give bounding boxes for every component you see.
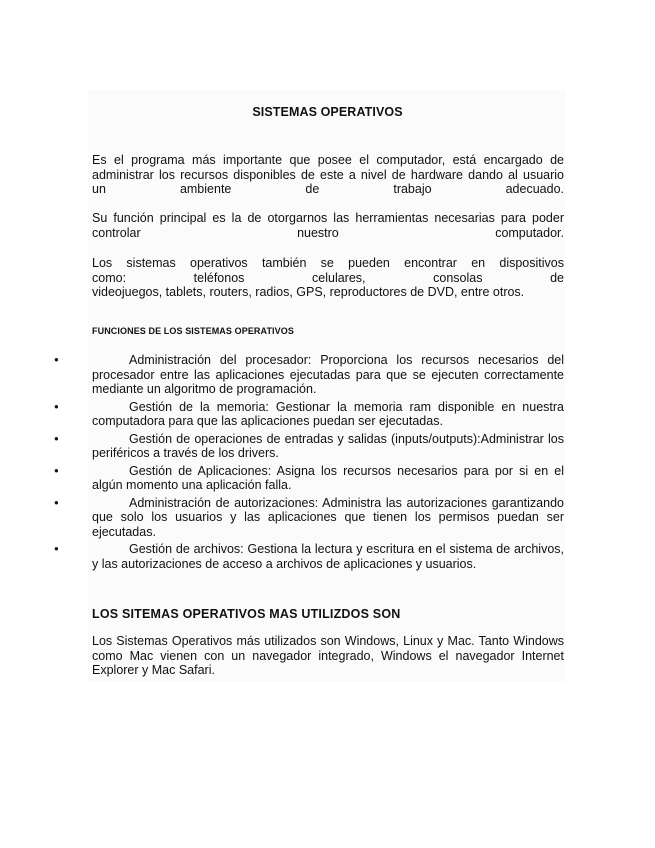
list-item [54, 399, 564, 429]
list-item-text: Gestión de operaciones de entradas y salidas (inputs/outputs):Administrar los periféricos a través de los drivers. [92, 431, 564, 460]
list-item [54, 353, 564, 397]
devices-paragraph-line-2: como: teléfonos celulares, consolas de [92, 270, 564, 285]
devices-paragraph-line-1: Los sistemas operativos también se pueden encontrar en dispositivos [92, 256, 564, 270]
list-item-text: Gestión de la memoria: Gestionar la memoria ram disponible en nuestra computadora para que las aplicaciones puedan ser ejecutadas. [92, 399, 564, 428]
list-item [54, 463, 564, 493]
most-used-heading: LOS SITEMAS OPERATIVOS MAS UTILIZDOS SON [92, 607, 401, 621]
list-item [54, 431, 564, 461]
list-item-text: Administración del procesador: Proporciona los recursos necesarios del procesador entre las aplicaciones ejecutadas para que se ejecuten correctamente mediante un algoritmo de programación. [92, 353, 564, 396]
list-item-text: Gestión de Aplicaciones: Asigna los recursos necesarios para por si en el algún momento una aplicación falla. [92, 463, 564, 492]
bullet-icon: ● [54, 465, 59, 475]
function-paragraph-line-2: controlar nuestro computador. [92, 225, 564, 240]
bullet-icon: ● [54, 355, 59, 364]
list-item-text: Administración de autorizaciones: Administra las autorizaciones garantizando que solo los usuarios y las aplicaciones que tienen los permisos puedan ser ejecutadas. [92, 495, 564, 539]
list-item [54, 542, 564, 571]
bullet-icon: ● [54, 497, 59, 507]
intro-paragraph-line-2: administrar los recursos disponibles de este a nivel de hardware dando al usuario [92, 167, 564, 182]
bullet-icon: ● [54, 401, 59, 411]
functions-list [54, 353, 564, 574]
function-paragraph-line-1: Su función principal es la de otorgarnos las herramientas necesarias para poder [92, 211, 564, 225]
list-item [54, 495, 564, 540]
list-item-text: Gestión de archivos: Gestiona la lectura y escritura en el sistema de archivos, y las autorizaciones de acceso a archivos de aplicaciones y usuarios. [92, 542, 564, 571]
intro-paragraph-line-1: Es el programa más importante que posee el computador, está encargado de [92, 153, 564, 167]
bullet-icon: ● [54, 544, 59, 553]
document-title: SISTEMAS OPERATIVOS [252, 105, 403, 119]
devices-paragraph-line-3: videojuegos, tablets, routers, radios, GPS, reproductores de DVD, entre otros. [92, 285, 525, 299]
most-used-paragraph: Los Sistemas Operativos más utilizados son Windows, Linux y Mac. Tanto Windows como Mac vienen con un navegador integrado, Windows el navegador Internet Explorer y Mac Safari. [92, 634, 564, 677]
bullet-icon: ● [54, 433, 59, 443]
functions-heading: FUNCIONES DE LOS SISTEMAS OPERATIVOS [92, 326, 294, 336]
intro-paragraph-line-3: un ambiente de trabajo adecuado. [92, 182, 564, 196]
